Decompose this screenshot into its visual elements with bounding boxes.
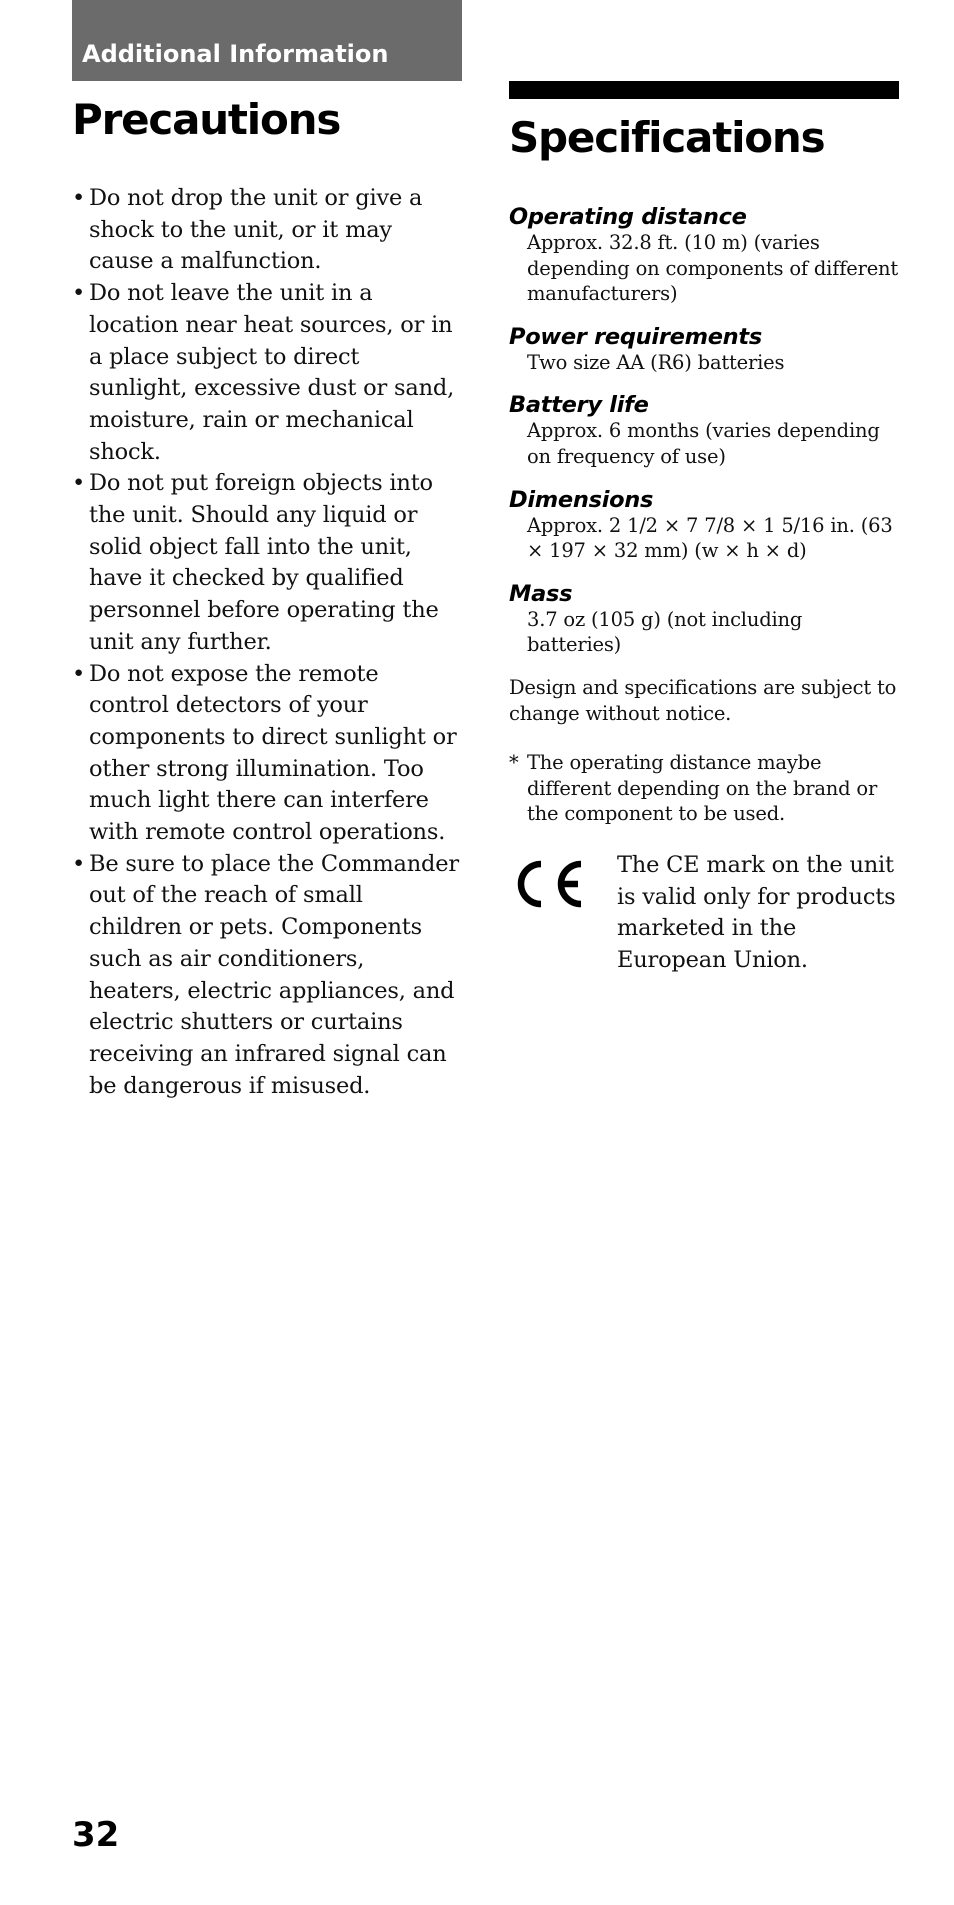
list-item (72, 183, 462, 278)
precautions-column (72, 81, 462, 1102)
spec-item (509, 487, 899, 564)
spec-label: Operating distance (509, 204, 747, 230)
spec-value: Approx. 2 1/2 × 7 7/8 × 1 5/16 in. (63 × 197 × 32 mm) (w × h × d) (527, 513, 893, 563)
precautions-title: Precautions (72, 95, 341, 144)
precaution-text: Do not put foreign objects into the unit. Should any liquid or solid object fall into the unit, have it checked by qualified personnel before operating the unit any further. (89, 470, 439, 655)
spec-value: 3.7 oz (105 g) (not including batteries) (527, 607, 803, 657)
list-item (72, 278, 462, 468)
specifications-list (509, 204, 899, 658)
ce-mark-icon (515, 856, 587, 912)
spec-value: Two size AA (R6) batteries (527, 350, 785, 374)
section-tab-label: Additional Information (82, 40, 389, 68)
ce-statement: The CE mark on the unit is valid only for products marketed in the European Union. (617, 851, 896, 974)
ce-notice (509, 850, 899, 990)
bullet-icon: • (72, 660, 86, 687)
spec-label: Mass (509, 580, 573, 607)
section-tab (72, 0, 462, 81)
bullet-icon: • (72, 185, 86, 211)
footnote (509, 750, 899, 827)
spec-item (509, 204, 899, 307)
precautions-list (72, 183, 462, 1102)
spec-label: Power requirements (509, 323, 762, 350)
spec-label: Battery life (509, 392, 649, 419)
bullet-icon: • (72, 470, 86, 497)
list-item (72, 849, 462, 1103)
spec-value: Approx. 6 months (varies depending on frequency of use) (527, 419, 880, 468)
list-item (72, 659, 462, 849)
precaution-text: Do not expose the remote control detectors of your components to direct sunlight or other strong illumination. Too much light there can interfere with remote control operations. (89, 660, 457, 846)
footnote-mark: * (509, 751, 519, 775)
bullet-icon: • (72, 280, 86, 307)
bullet-icon: • (72, 850, 86, 877)
spec-item (509, 392, 899, 469)
specifications-column (509, 81, 899, 990)
list-item (72, 468, 462, 658)
spec-item (509, 581, 899, 658)
section-rule (509, 81, 899, 99)
page-number: 32 (72, 1815, 120, 1855)
design-note: Design and specifications are subject to change without notice. (509, 675, 897, 725)
spec-item (509, 324, 899, 376)
footnote-text: The operating distance maybe different depending on the brand or the component to be used. (527, 751, 878, 826)
precaution-text: Do not leave the unit in a location near heat sources, or in a place subject to direct sunlight, excessive dust or sand, moisture, rain or mechanical shock. (89, 280, 455, 465)
spec-value: Approx. 32.8 ft. (10 m) (varies depending on components of different manufacturers) (527, 231, 899, 306)
spec-label: Dimensions (509, 486, 654, 513)
specifications-title: Specifications (509, 113, 825, 162)
precaution-text: Be sure to place the Commander out of the reach of small children or pets. Components such as air conditioners, heaters, electric appliances, and electric shutters or curtains receiving an infrared signal can be dangerous if misused. (89, 850, 459, 1099)
precaution-text: Do not drop the unit or give a shock to the unit, or it may cause a malfunction. (89, 185, 423, 275)
